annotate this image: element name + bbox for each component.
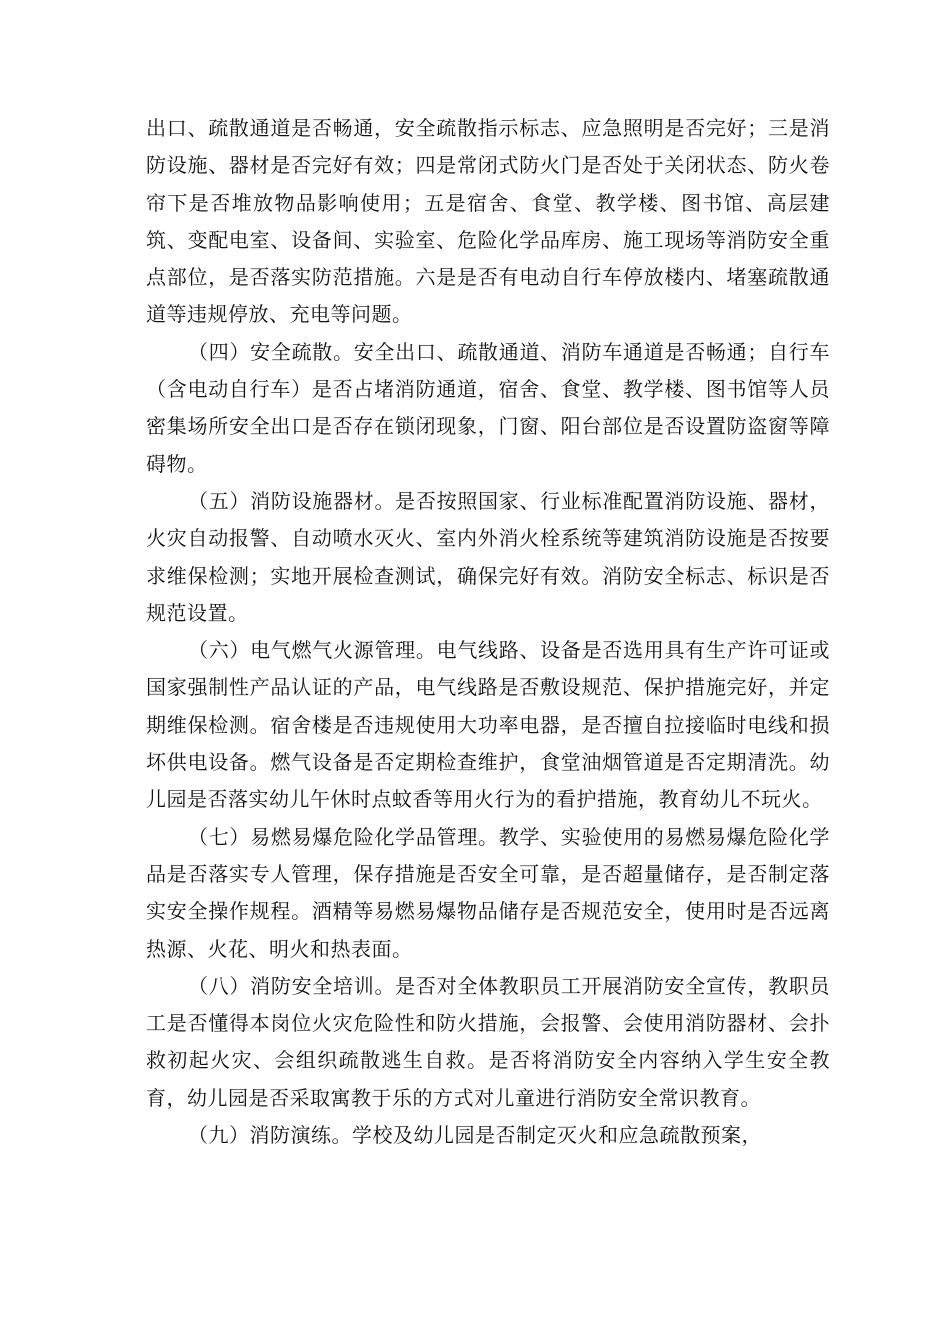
paragraph-fire-safety-training: （八）消防安全培训。是否对全体教职员工开展消防安全宣传，教职员工是否懂得本岗位火灾危险性和防火措施，会报警、会使用消防器材、会扑救初起火灾、会组织疏散逃生自救。是否将消防安全内容纳入学生安全教育，幼儿园是否采取寓教于乐的方式对儿童进行消防安全常识教育。 xyxy=(146,973,830,1110)
document-body xyxy=(146,110,830,1154)
paragraph-safe-evacuation: （四）安全疏散。安全出口、疏散通道、消防车通道是否畅通；自行车（含电动自行车）是否占堵消防通道，宿舍、食堂、教学楼、图书馆等人员密集场所安全出口是否存在锁闭现象，门窗、阳台部位是否设置防盗窗等障碍物。 xyxy=(146,339,830,476)
paragraph-continued-inspection-items: 出口、疏散通道是否畅通，安全疏散指示标志、应急照明是否完好；三是消防设施、器材是否完好有效；四是常闭式防火门是否处于关闭状态、防火卷帘下是否堆放物品影响使用；五是宿舍、食堂、教学楼、图书馆、高层建筑、变配电室、设备间、实验室、危险化学品库房、施工现场等消防安全重点部位，是否落实防范措施。六是是否有电动自行车停放楼内、堵塞疏散通道等违规停放、充电等问题。 xyxy=(146,116,830,327)
paragraph-fire-drills: （九）消防演练。学校及幼儿园是否制定灭火和应急疏散预案， xyxy=(188,1123,762,1148)
paragraph-fire-facilities: （五）消防设施器材。是否按照国家、行业标准配置消防设施、器材，火灾自动报警、自动喷水灭火、室内外消火栓系统等建筑消防设施是否按要求维保检测；实地开展检查测试，确保完好有效。消防安全标志、标识是否规范设置。 xyxy=(146,488,830,625)
paragraph-hazardous-chemicals: （七）易燃易爆危险化学品管理。教学、实验使用的易燃易爆危险化学品是否落实专人管理，保存措施是否安全可靠，是否超量储存，是否制定落实安全操作规程。酒精等易燃易爆物品储存是否规范安全，使用时是否远离热源、火花、明火和热表面。 xyxy=(146,824,830,961)
paragraph-electrical-gas-fire-source: （六）电气燃气火源管理。电气线路、设备是否选用具有生产许可证或国家强制性产品认证的产品，电气线路是否敷设规范、保护措施完好，并定期维保检测。宿舍楼是否违规使用大功率电器，是否擅自拉接临时电线和损坏供电设备。燃气设备是否定期检查维护，食堂油烟管道是否定期清洗。幼儿园是否落实幼儿午休时点蚊香等用火行为的看护措施，教育幼儿不玩火。 xyxy=(146,638,830,812)
